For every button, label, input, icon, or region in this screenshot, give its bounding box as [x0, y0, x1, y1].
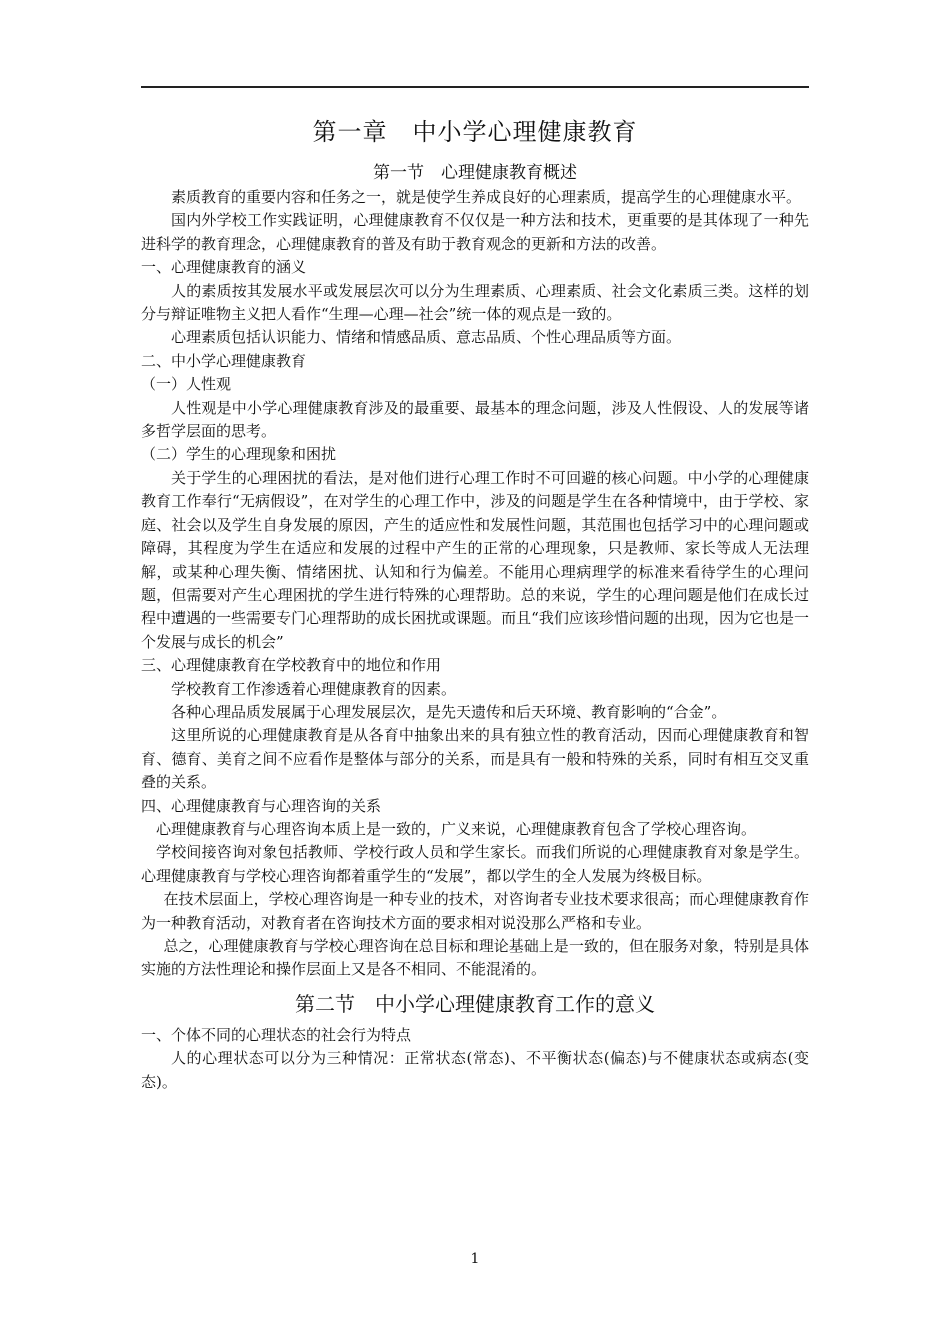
heading-level1: 二、中小学心理健康教育 [141, 351, 307, 370]
paragraph: 人的素质按其发展水平或发展层次可以分为生理素质、心理素质、社会文化素质三类。这样的划分与辩证唯物主义把人看作“生理—心理—社会”统一体的观点是一致的。 [141, 281, 809, 324]
heading-level1: 四、心理健康教育与心理咨询的关系 [141, 796, 382, 815]
heading-level1: 一、个体不同的心理状态的社会行为特点 [141, 1025, 412, 1044]
heading-level1: 三、心理健康教育在学校教育中的地位和作用 [141, 656, 442, 675]
paragraph: 这里所说的心理健康教育是从各育中抽象出来的具有独立性的教育活动，因而心理健康教育和智育、德育、美育之间不应看作是整体与部分的关系，而是具有一般和特殊的关系，同时有相互交叉重叠的关系。 [141, 726, 809, 792]
chapter-title: 第一章 中小学心理健康教育 [312, 118, 638, 146]
paragraph: 在技术层面上，学校心理咨询是一种专业的技术，对咨询者专业技术要求很高；而心理健康教育作为一种教育活动，对教育者在咨询技术方面的要求相对说没那么严格和专业。 [141, 890, 809, 932]
heading-level2: （一）人性观 [141, 375, 232, 394]
paragraph: 关于学生的心理困扰的看法，是对他们进行心理工作时不可回避的核心问题。中小学的心理健康教育工作奉行“无病假设”，在对学生的心理工作中，涉及的问题是学生在各种情境中，由于学校、家庭、社会以及学生自身发展的原因，产生的适应性和发展性问题，其范围也包括学习中的心理问题或障碍，其程度为学生在适应和发展的过程中产生的正常的心理现象，只是教师、家长等成人无法理解，或某种心理失衡、情绪困扰、认知和行为偏差。不能用心理病理学的标准来看待学生的心理问题，但需要对产生心理困扰的学生进行特殊的心理帮助。总的来说，学生的心理问题是他们在成长过程中遭遇的一些需要专门心理帮助的成长困扰或课题。而且“我们应该珍惜问题的出现，因为它也是一个发展与成长的机会” [141, 468, 809, 651]
paragraph: 学校教育工作渗透着心理健康教育的因素。 [171, 679, 457, 698]
paragraph: 国内外学校工作实践证明，心理健康教育不仅仅是一种方法和技术，更重要的是其体现了一种先进科学的教育理念，心理健康教育的普及有助于教育观念的更新和方法的改善。 [141, 211, 809, 253]
section-title: 第一节 心理健康教育概述 [373, 163, 577, 183]
paragraph: 各种心理品质发展属于心理发展层次，是先天遗传和后天环境、教育影响的“合金”。 [171, 702, 727, 721]
paragraph: 心理健康教育与心理咨询本质上是一致的，广义来说，心理健康教育包含了学校心理咨询。 [156, 819, 757, 838]
document-body [141, 112, 809, 1094]
paragraph: 素质教育的重要内容和任务之一，就是使学生养成良好的心理素质，提高学生的心理健康水平。 [171, 188, 802, 206]
page-number: 1 [470, 1251, 480, 1267]
heading-level2: （二）学生的心理现象和困扰 [141, 445, 337, 464]
heading-level1: 一、心理健康教育的涵义 [141, 258, 307, 277]
paragraph: 人性观是中小学心理健康教育涉及的最重要、最基本的理念问题，涉及人性假设、人的发展等诸多哲学层面的思考。 [141, 398, 809, 441]
paragraph: 心理素质包括认识能力、情绪和情感品质、意志品质、个性心理品质等方面。 [171, 328, 682, 347]
section-title: 第二节 中小学心理健康教育工作的意义 [295, 991, 655, 1016]
paragraph: 人的心理状态可以分为三种情况：正常状态(常态)、不平衡状态(偏态)与不健康状态或病态(变态)。 [141, 1049, 809, 1091]
paragraph: 总之，心理健康教育与学校心理咨询在总目标和理论基础上是一致的，但在服务对象，特别是具体实施的方法性理论和操作层面上又是各不相同、不能混淆的。 [141, 937, 809, 979]
header-rule [141, 86, 809, 88]
paragraph: 学校间接咨询对象包括教师、学校行政人员和学生家长。而我们所说的心理健康教育对象是学生。心理健康教育与学校心理咨询都着重学生的“发展”，都以学生的全人发展为终极目标。 [141, 843, 809, 885]
